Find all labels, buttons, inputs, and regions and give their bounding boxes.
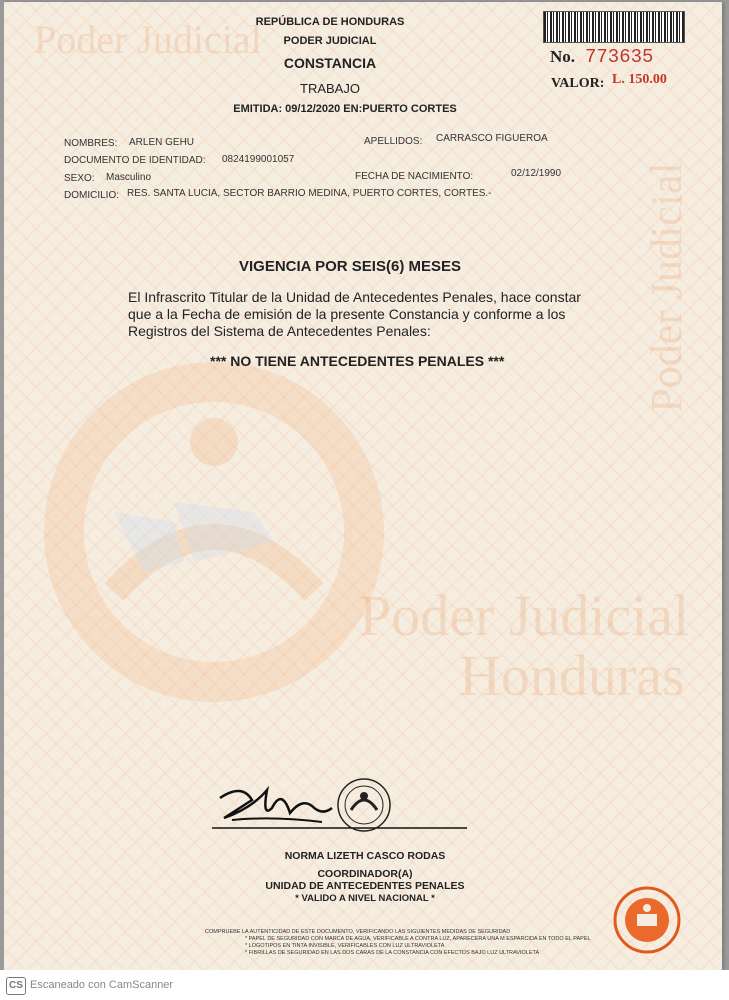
valor-amount: L. 150.00 (612, 72, 667, 87)
domicilio-value: RES. SANTA LUCIA, SECTOR BARRIO MEDINA, PUERTO CORTES, CORTES.- (127, 188, 492, 199)
sexo-value: Masculino (106, 172, 152, 183)
result-statement: *** NO TIENE ANTECEDENTES PENALES *** (210, 353, 505, 369)
vigencia-heading: VIGENCIA POR SEIS(6) MESES (239, 258, 461, 275)
nombres-value: ARLEN GEHU (129, 137, 195, 148)
watermark-top: Poder Judicial (34, 17, 262, 62)
security-line-3: * LOGOTIPOS EN TINTA INVISIBLE, VERIFICABLES CON LUZ ULTRAVIOLETA (245, 943, 445, 949)
signer-role: COORDINADOR(A) (317, 868, 413, 880)
domicilio-label: DOMICILIO: (64, 190, 120, 201)
security-line-4: * FIBRILLAS DE SEGURIDAD EN LAS DOS CARAS DE LA CONSTANCIA CON EFECTOS BAJO LUZ ULTRAVIOLETA (245, 950, 540, 956)
valor-label: VALOR: (551, 76, 605, 91)
watermark-honduras: Honduras (459, 643, 685, 708)
nombres-label: NOMBRES: (64, 138, 118, 149)
apellidos-value: CARRASCO FIGUEROA (436, 133, 548, 144)
scanner-text: Escaneado con CamScanner (30, 979, 174, 991)
doc-id-label: DOCUMENTO DE IDENTIDAD: (64, 155, 206, 166)
body-line-2: que a la Fecha de emisión de la presente Constancia y conforme a los (128, 306, 566, 322)
judicial-emblem-watermark (24, 362, 404, 702)
signer-name: NORMA LIZETH CASCO RODAS (284, 850, 446, 862)
sexo-label: SEXO: (64, 173, 95, 184)
body-line-3: Registros del Sistema de Antecedentes Penales: (128, 323, 431, 339)
scanner-footer (0, 970, 729, 1000)
body-line-1: El Infrascrito Titular de la Unidad de Antecedentes Penales, hace constar (128, 289, 581, 305)
doc-title: CONSTANCIA (283, 55, 377, 71)
nacimiento-label: FECHA DE NACIMIENTO: (355, 171, 474, 182)
validity-note: * VALIDO A NIVEL NACIONAL * (295, 893, 435, 904)
issued-line: EMITIDA: 09/12/2020 EN:PUERTO CORTES (233, 103, 457, 115)
doc-type: TRABAJO (300, 81, 360, 96)
republic-title: REPÚBLICA DE HONDURAS (255, 16, 405, 28)
barcode (543, 11, 685, 43)
branch-title: PODER JUDICIAL (283, 35, 377, 47)
camscanner-icon: CS (6, 977, 26, 995)
signer-unit: UNIDAD DE ANTECEDENTES PENALES (265, 880, 465, 892)
watermark-side: Poder Judicial (642, 162, 692, 413)
corner-stamp-logo (607, 880, 687, 960)
security-line-1: COMPRUEBE LA AUTENTICIDAD DE ESTE DOCUMENTO, VERIFICANDO LAS SIGUIENTES MEDIDAS DE SEGURIDAD (205, 929, 511, 935)
doc-id-value: 0824199001057 (222, 154, 295, 165)
apellidos-label: APELLIDOS: (364, 136, 423, 147)
nacimiento-value: 02/12/1990 (511, 168, 562, 179)
official-seal (335, 776, 393, 834)
watermark-poder-judicial: Poder Judicial (359, 583, 690, 648)
security-line-2: * PAPEL DE SEGURIDAD CON MARCA DE AGUA, VERIFICABLE A CONTRA LUZ, APARECERA UNA M ESPARCIDA EN TODO EL PAPEL (245, 936, 591, 942)
serial-prefix: No. (550, 47, 576, 66)
serial-number: 773635 (585, 46, 654, 68)
